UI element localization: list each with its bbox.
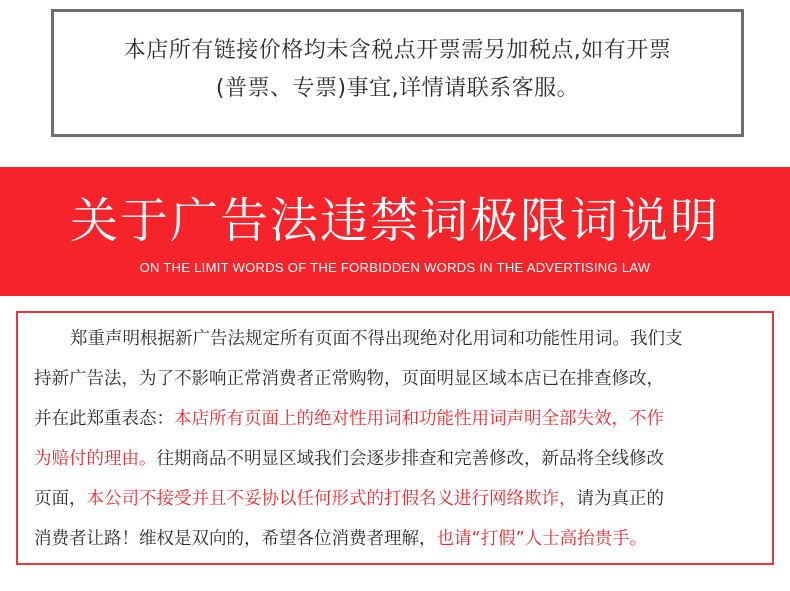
banner-subtitle: ON THE LIMIT WORDS OF THE FORBIDDEN WORDS IN THE ADVERTISING LAW: [139, 260, 651, 275]
statement-line-5-text-a: 页面，: [34, 489, 87, 509]
statement-line-1-text: 郑重声明根据新广告法规定所有页面不得出现绝对化用词和功能性用词。我们支: [70, 329, 683, 349]
statement-box: [16, 311, 774, 565]
tax-notice-line-2: (普票、专票)事宜,详情请联系客服。: [215, 76, 580, 101]
statement-line-5: [34, 479, 764, 519]
advertising-law-banner: [0, 167, 790, 296]
statement-line-3-highlight: 本店所有页面上的绝对性用词和功能性用词声明全部失效，不作: [174, 409, 664, 429]
statement-line-3: [34, 399, 764, 439]
statement-line-3-text: 并在此郑重表态：: [34, 409, 174, 429]
statement-line-4-text: 往期商品不明显区域我们会逐步排查和完善修改，新品将全线修改: [156, 449, 664, 469]
statement-line-5-highlight: 本公司不接受并且不妥协以任何形式的打假名义进行网络欺诈，: [86, 489, 577, 509]
statement-line-1: [34, 319, 764, 359]
tax-notice-box: [51, 9, 744, 137]
statement-line-6: [34, 519, 764, 559]
banner-title: 关于广告法违禁词极限词说明: [69, 193, 720, 249]
tax-notice-text: [54, 32, 741, 108]
statement-line-4: [34, 439, 764, 479]
statement-line-4-highlight: 为赔付的理由。: [34, 449, 157, 469]
tax-notice-line-1: 本店所有链接价格均未含税点开票需另加税点,如有开票: [123, 38, 672, 63]
statement-line-2: [34, 359, 764, 399]
statement-line-6-text: 消费者让路！维权是双向的，希望各位消费者理解，: [34, 529, 437, 549]
statement-line-6-highlight: 也请“打假”人士高抬贵手。: [436, 529, 648, 549]
statement-line-5-text-b: 请为真正的: [576, 489, 664, 509]
statement-line-2-text: 持新广告法，为了不影响正常消费者正常购物，页面明显区域本店已在排查修改，: [34, 369, 664, 389]
statement-text: [34, 319, 764, 559]
